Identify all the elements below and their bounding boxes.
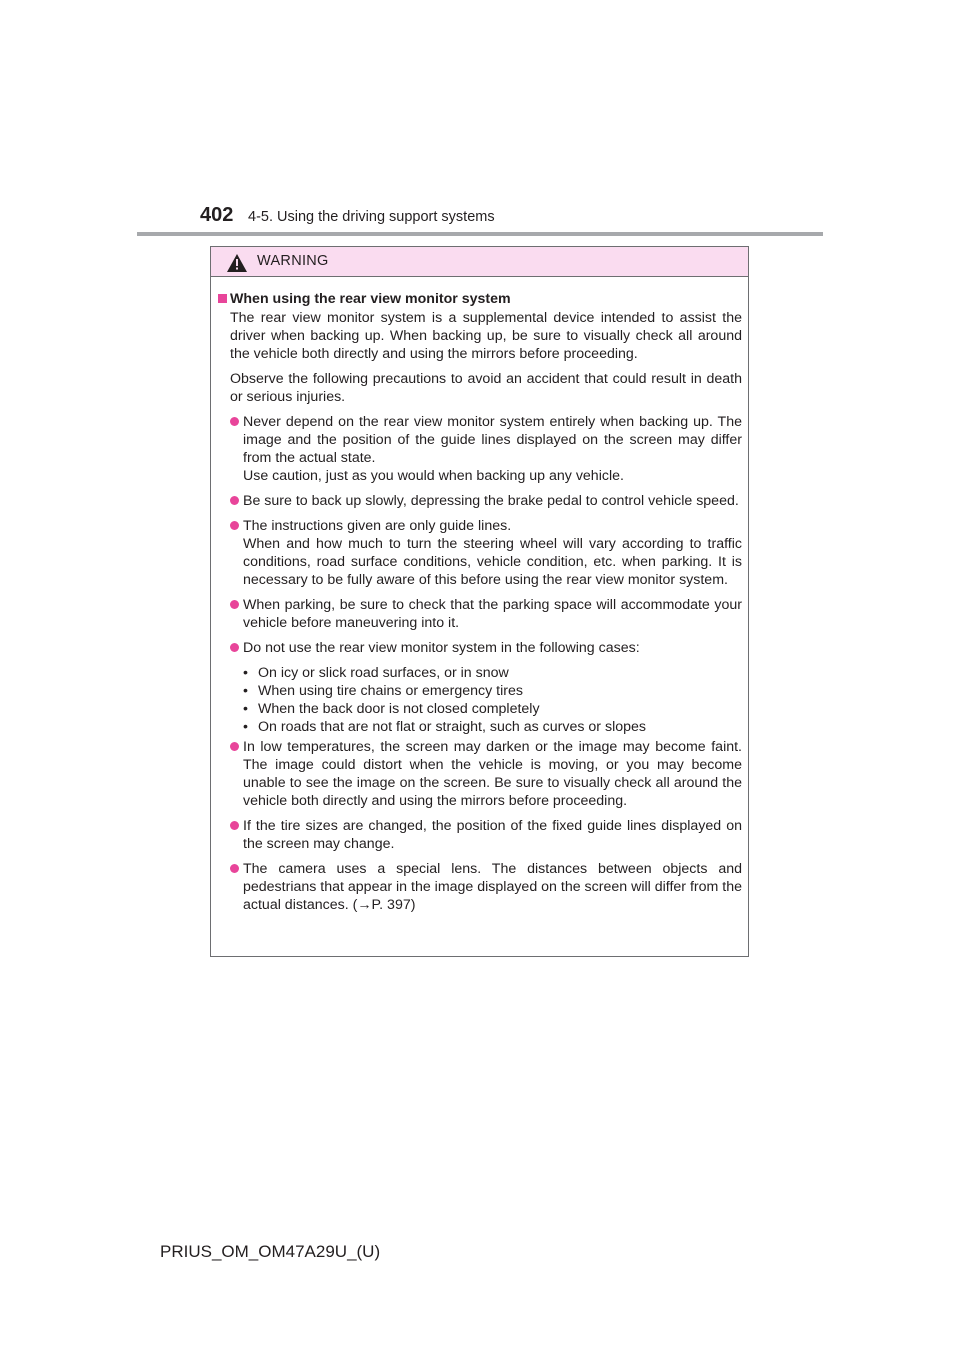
text-line: When and how much to turn the steering wheel will vary according to traffic conditions, road surface conditions, vehicle condition, etc. when parking. It is necessary to be fully aware of this before using the rear view monitor system. — [243, 536, 742, 588]
warning-body — [211, 277, 748, 914]
section-title: 4-5. Using the driving support systems — [248, 209, 495, 225]
circle-bullet-icon — [230, 521, 239, 530]
warning-header — [211, 247, 748, 277]
list-item-text — [243, 413, 742, 485]
list-item-text: The camera uses a special lens. The distances between objects and pedestrians that appear in the image displayed on the screen will differ from the actual distances. (→P. 397) — [243, 861, 742, 913]
circle-bullet-icon — [230, 417, 239, 426]
list-item — [230, 596, 742, 632]
circle-bullet-icon — [230, 643, 239, 652]
list-item — [230, 738, 742, 810]
intro-paragraph: The rear view monitor system is a supplemental device intended to assist the driver when backing up. When backing up, be sure to visually check all around the vehicle both directly and using the mirrors before proceeding. — [230, 310, 742, 362]
text-line: The instructions given are only guide lines. — [243, 518, 512, 534]
list-item — [230, 817, 742, 853]
small-bullet-icon: • — [243, 665, 248, 681]
list-item-text — [243, 517, 742, 589]
warning-box — [210, 246, 749, 957]
circle-bullet-icon — [230, 864, 239, 873]
case-list — [243, 664, 742, 736]
case-item: • When the back door is not closed completely — [243, 701, 540, 717]
circle-bullet-icon — [230, 821, 239, 830]
case-item: • On icy or slick road surfaces, or in snow — [243, 665, 509, 681]
warning-triangle-icon — [227, 254, 247, 272]
text-line: Never depend on the rear view monitor system entirely when backing up. The image and the position of the guide lines displayed on the screen may differ from the actual state. — [243, 414, 742, 466]
warning-heading: When using the rear view monitor system — [217, 290, 742, 308]
circle-bullet-icon — [230, 742, 239, 751]
circle-bullet-icon — [230, 496, 239, 505]
case-item: • When using tire chains or emergency tires — [243, 683, 523, 699]
list-item — [230, 492, 742, 510]
circle-bullet-icon — [230, 600, 239, 609]
small-bullet-icon: • — [243, 683, 248, 699]
list-item-text: If the tire sizes are changed, the position of the fixed guide lines displayed on the screen may change. — [243, 818, 742, 852]
list-item — [230, 639, 742, 657]
page-number: 402 — [200, 204, 234, 226]
warning-label: WARNING — [257, 253, 329, 269]
case-item: • On roads that are not flat or straight, such as curves or slopes — [243, 719, 646, 735]
list-item — [230, 860, 742, 914]
list-item-text: When parking, be sure to check that the parking space will accommodate your vehicle before maneuvering into it. — [243, 597, 742, 631]
footer-code: PRIUS_OM_OM47A29U_(U) — [160, 1242, 381, 1261]
list-item-text: Do not use the rear view monitor system in the following cases: — [243, 640, 640, 656]
intro-paragraph: Observe the following precautions to avoid an accident that could result in death or serious injuries. — [230, 371, 742, 405]
list-item — [230, 413, 742, 485]
small-bullet-icon: • — [243, 701, 248, 717]
list-item-text: Be sure to back up slowly, depressing the brake pedal to control vehicle speed. — [243, 493, 739, 509]
small-bullet-icon: • — [243, 719, 248, 735]
header-rule — [137, 232, 823, 236]
list-item — [230, 517, 742, 589]
list-item-text: In low temperatures, the screen may darken or the image may become faint. The image could distort when the vehicle is moving, or you may become unable to see the image on the screen. Be sure to visually check all around the vehicle both directly and using the mirrors before proceeding. — [243, 739, 742, 809]
square-bullet-icon — [218, 294, 227, 303]
text-line: Use caution, just as you would when backing up any vehicle. — [243, 468, 624, 484]
